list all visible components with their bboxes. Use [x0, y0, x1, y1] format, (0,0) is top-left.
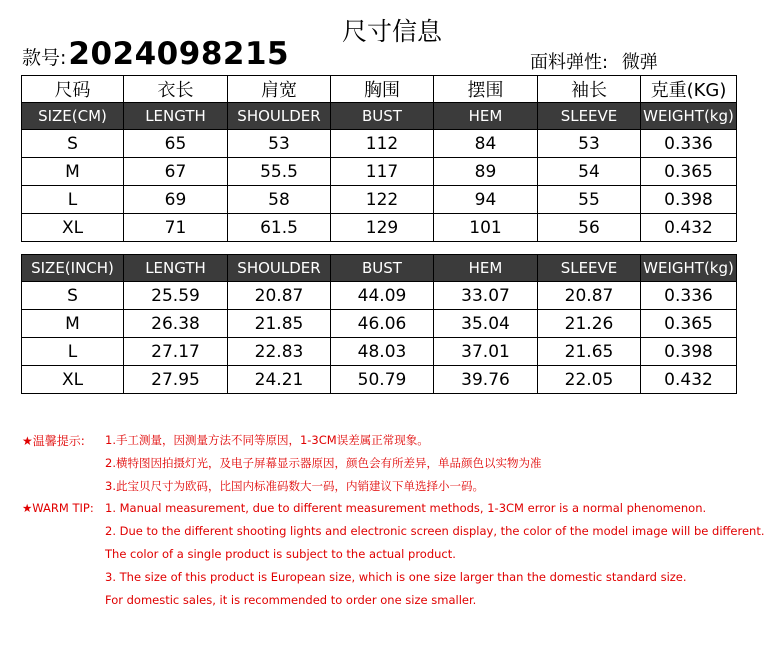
cn-header-row-cell: 尺码	[22, 76, 124, 103]
table-row	[22, 310, 737, 338]
table-row-cell: 112	[331, 130, 434, 158]
size-table-cm	[21, 75, 737, 242]
table-row-cell: 69	[124, 186, 228, 214]
table-row-cell: S	[22, 282, 124, 310]
en-header-row-cell: LENGTH	[124, 103, 228, 130]
en-header-row-cell: HEM	[434, 103, 538, 130]
table-row-cell: 46.06	[331, 310, 434, 338]
cn-header-row-cell: 克重(KG)	[641, 76, 737, 103]
table-row-cell: 0.365	[641, 158, 737, 186]
cn-header-row-cell: 肩宽	[228, 76, 331, 103]
table-row-cell: 26.38	[124, 310, 228, 338]
cn-header-row-cell: 衣长	[124, 76, 228, 103]
cn-tip-line-2: 2.横特图因拍摄灯光，及电子屏幕显示器原因，颜色会有所差异，单品颜色以实物为准	[105, 456, 542, 470]
table-row-cell: M	[22, 310, 124, 338]
en-header-row-cell: HEM	[434, 255, 538, 282]
fabric-elasticity-value: 微弹	[621, 52, 658, 73]
table-row-cell: M	[22, 158, 124, 186]
en-header-row-cell: BUST	[331, 255, 434, 282]
en-header-row-cell: WEIGHT(kg)	[641, 103, 737, 130]
cn-header-row-cell: 胸围	[331, 76, 434, 103]
table-row-cell: 61.5	[228, 214, 331, 242]
table-row-cell: 21.85	[228, 310, 331, 338]
en-header-row-cell: SIZE(CM)	[22, 103, 124, 130]
table-row-cell: 129	[331, 214, 434, 242]
table-row-cell: S	[22, 130, 124, 158]
table-row-cell: 21.65	[538, 338, 641, 366]
table-row-cell: 0.398	[641, 338, 737, 366]
cn-tip-line-3: 3.此宝贝尺寸为欧码，比国内标准码数大一码，内销建议下单选择小一码。	[105, 479, 484, 493]
cn-header-row-cell: 袖长	[538, 76, 641, 103]
en-tip-line-5: For domestic sales, it is recommended to order one size smaller.	[105, 593, 477, 607]
table-row-cell: XL	[22, 214, 124, 242]
table-row-cell: 53	[228, 130, 331, 158]
table-row-cell: 0.336	[641, 130, 737, 158]
en-header-row-cell: SHOULDER	[228, 103, 331, 130]
table-row-cell: 35.04	[434, 310, 538, 338]
table-row-cell: 122	[331, 186, 434, 214]
cn-tip-line-1: 1.手工测量，因测量方法不同等原因，1-3CM误差属正常现象。	[105, 433, 429, 447]
table-row	[22, 338, 737, 366]
table-row	[22, 282, 737, 310]
en-header-row-cell: BUST	[331, 103, 434, 130]
en-tip-line-2: 2. Due to the different shooting lights and electronic screen display, the color of the model image will be different.	[105, 524, 765, 538]
en-header-row-cell: LENGTH	[124, 255, 228, 282]
en-header-row-cell: SHOULDER	[228, 255, 331, 282]
table-row-cell: 94	[434, 186, 538, 214]
en-header-row	[22, 255, 737, 282]
en-tip-line-4: 3. The size of this product is European size, which is one size larger than the domestic standard size.	[105, 570, 687, 584]
table-row-cell: 50.79	[331, 366, 434, 394]
table-row-cell: 58	[228, 186, 331, 214]
en-tip-line-3: The color of a single product is subject to the actual product.	[105, 547, 456, 561]
en-tip-label: ★WARM TIP:	[22, 501, 94, 515]
table-row-cell: 67	[124, 158, 228, 186]
fabric-elasticity	[530, 48, 658, 74]
table-row-cell: 22.83	[228, 338, 331, 366]
table-row-cell: 48.03	[331, 338, 434, 366]
table-row	[22, 186, 737, 214]
table-row-cell: 0.432	[641, 214, 737, 242]
table-row-cell: 54	[538, 158, 641, 186]
table-row-cell: 56	[538, 214, 641, 242]
table-row	[22, 366, 737, 394]
table-row-cell: 22.05	[538, 366, 641, 394]
table-row-cell: 27.95	[124, 366, 228, 394]
table-row-cell: L	[22, 186, 124, 214]
en-header-row-cell: SLEEVE	[538, 103, 641, 130]
en-tip-line-1: 1. Manual measurement, due to different measurement methods, 1-3CM error is a normal phenomenon.	[105, 501, 707, 515]
table-row-cell: 20.87	[228, 282, 331, 310]
cn-header-row-cell: 摆围	[434, 76, 538, 103]
table-row-cell: 33.07	[434, 282, 538, 310]
table-row	[22, 130, 737, 158]
table-row-cell: 25.59	[124, 282, 228, 310]
style-number	[22, 36, 289, 72]
table-row-cell: 117	[331, 158, 434, 186]
table-row-cell: 65	[124, 130, 228, 158]
table-row-cell: 55.5	[228, 158, 331, 186]
table-row-cell: 0.432	[641, 366, 737, 394]
en-header-row-cell: SIZE(INCH)	[22, 255, 124, 282]
en-header-row	[22, 103, 737, 130]
page-title: 尺寸信息	[341, 17, 442, 46]
table-row-cell: 71	[124, 214, 228, 242]
style-number-value: 2024098215	[68, 36, 290, 72]
table-row-cell: XL	[22, 366, 124, 394]
fabric-elasticity-label: 面料弹性:	[530, 52, 609, 73]
cn-header-row	[22, 76, 737, 103]
table-row-cell: 39.76	[434, 366, 538, 394]
table-row	[22, 214, 737, 242]
table-row-cell: 101	[434, 214, 538, 242]
cn-tip-label: ★温馨提示:	[22, 434, 85, 448]
table-row-cell: 89	[434, 158, 538, 186]
table-row-cell: 27.17	[124, 338, 228, 366]
table-row-cell: 21.26	[538, 310, 641, 338]
table-row-cell: 44.09	[331, 282, 434, 310]
en-header-row-cell: WEIGHT(kg)	[641, 255, 737, 282]
table-row-cell: 37.01	[434, 338, 538, 366]
table-row-cell: 24.21	[228, 366, 331, 394]
style-number-label: 款号:	[22, 47, 67, 69]
table-row	[22, 158, 737, 186]
table-row-cell: 55	[538, 186, 641, 214]
table-row-cell: 53	[538, 130, 641, 158]
table-row-cell: 84	[434, 130, 538, 158]
en-header-row-cell: SLEEVE	[538, 255, 641, 282]
table-row-cell: 0.336	[641, 282, 737, 310]
table-row-cell: 0.365	[641, 310, 737, 338]
table-row-cell: L	[22, 338, 124, 366]
table-row-cell: 20.87	[538, 282, 641, 310]
size-table-inch	[21, 254, 737, 394]
table-row-cell: 0.398	[641, 186, 737, 214]
